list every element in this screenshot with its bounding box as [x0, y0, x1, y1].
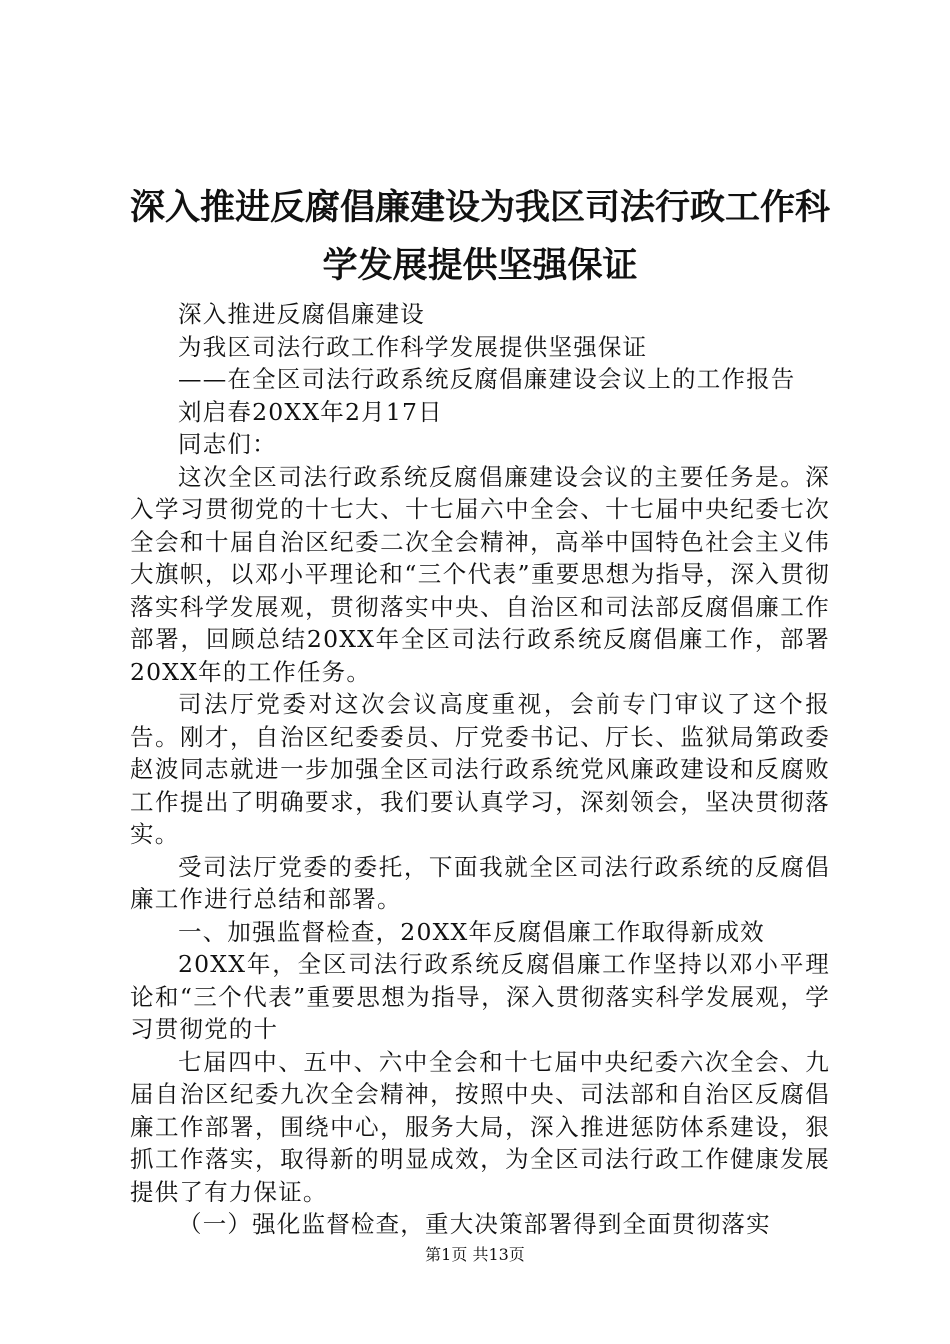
section-heading: 一、加强监督检查，20XX年反腐倡廉工作取得新成效 — [178, 917, 765, 946]
body-paragraph: 这次全区司法行政系统反腐倡廉建设会议的主要任务是。深入学习贯彻党的十七大、十七届六中全会、十七届中央纪委七次全会和十届自治区纪委二次全会精神，高举中国特色社会主义伟大旗帜，以邓小平理论和“三个代表”重要思想为指导，深入贯彻落实科学发展观，贯彻落实中央、自治区和司法部反腐倡廉工作部署，回顾总结20XX年全区司法行政系统反腐倡廉工作，部署20XX年的工作任务。 — [130, 462, 830, 686]
header-line: 深入推进反腐倡廉建设 — [178, 300, 425, 328]
body-paragraph: 七届四中、五中、六中全会和十七届中央纪委六次全会、九届自治区纪委九次全会精神，按照中央、司法部和自治区反腐倡廉工作部署，围绕中心，服务大局，深入推进惩防体系建设，狠抓工作落实，取得新的明显成效，为全区司法行政工作健康发展提供了有力保证。 — [130, 1047, 830, 1206]
body-paragraph: 20XX年，全区司法行政系统反腐倡廉工作坚持以邓小平理论和“三个代表”重要思想为指导，深入贯彻落实科学发展观，学习贯彻党的十 — [130, 950, 830, 1043]
document-body — [130, 298, 830, 1241]
body-paragraph: 受司法厅党委的委托，下面我就全区司法行政系统的反腐倡廉工作进行总结和部署。 — [130, 852, 830, 913]
body-paragraph: 司法厅党委对这次会议高度重视，会前专门审议了这个报告。刚才，自治区纪委委员、厅党委书记、厅长、监狱局第政委赵波同志就进一步加强全区司法行政系统党风廉政建设和反腐败工作提出了明确要求，我们要认真学习，深刻领会，坚决贯彻落实。 — [130, 690, 830, 848]
salutation: 同志们： — [178, 430, 277, 458]
document-title-line-1: 深入推进反腐倡廉建设为我区司法行政工作科 — [129, 187, 830, 228]
header-line: 刘启春20XX年2月17日 — [178, 397, 443, 426]
document-title-line-2: 学发展提供坚强保证 — [322, 245, 638, 286]
header-line: ——在全区司法行政系统反腐倡廉建设会议上的工作报告 — [178, 365, 796, 393]
subsection-heading: （一）强化监督检查，重大决策部署得到全面贯彻落实 — [178, 1210, 771, 1238]
page-footer: 第1页 共13页 — [425, 1245, 525, 1264]
header-line: 为我区司法行政工作科学发展提供坚强保证 — [178, 332, 648, 361]
